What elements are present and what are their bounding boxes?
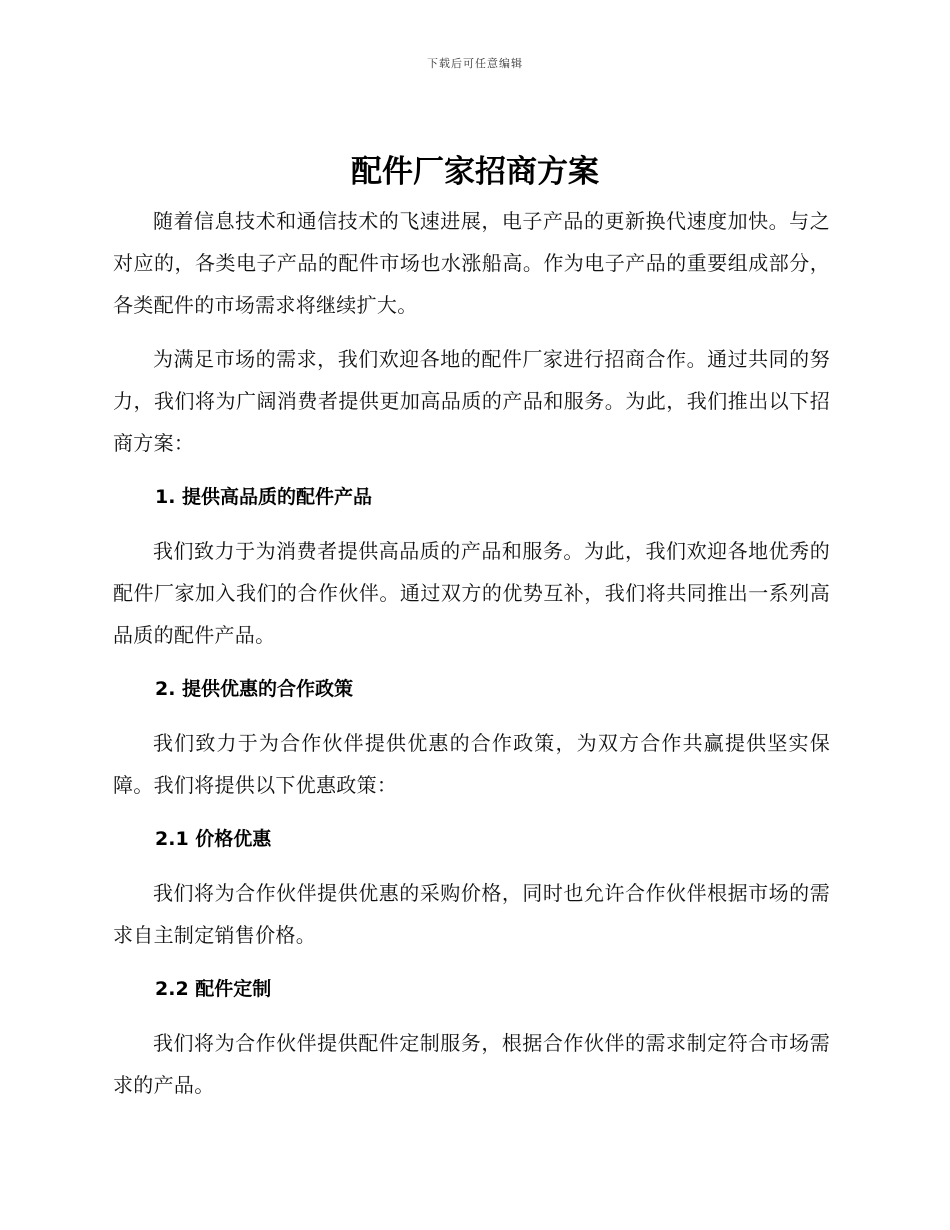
intro-paragraph-1: 随着信息技术和通信技术的飞速进展，电子产品的更新换代速度加快。与之对应的，各类电子产品的配件市场也水涨船高。作为电子产品的重要组成部分，各类配件的市场需求将继续扩大。	[113, 209, 830, 317]
document-body	[113, 200, 830, 1118]
section-2-2-heading: 2.2 配件定制	[155, 978, 272, 1000]
section-1-heading: 1. 提供高品质的配件产品	[155, 486, 373, 508]
section-2-2-paragraph: 我们将为合作伙伴提供配件定制服务，根据合作伙伴的需求制定符合市场需求的产品。	[113, 1031, 830, 1097]
section-2-paragraph: 我们致力于为合作伙伴提供优惠的合作政策，为双方合作共赢提供坚实保障。我们将提供以下优惠政策：	[113, 731, 830, 797]
section-2-1-paragraph: 我们将为合作伙伴提供优惠的采购价格，同时也允许合作伙伴根据市场的需求自主制定销售价格。	[113, 881, 830, 947]
document-title: 配件厂家招商方案	[351, 154, 599, 190]
intro-paragraph-2: 为满足市场的需求，我们欢迎各地的配件厂家进行招商合作。通过共同的努力，我们将为广阔消费者提供更加高品质的产品和服务。为此，我们推出以下招商方案：	[113, 347, 830, 455]
page-header-note: 下载后可任意编辑	[427, 57, 523, 70]
section-2-1-heading: 2.1 价格优惠	[155, 828, 272, 850]
section-2-heading: 2. 提供优惠的合作政策	[155, 678, 354, 700]
section-1-paragraph: 我们致力于为消费者提供高品质的产品和服务。为此，我们欢迎各地优秀的配件厂家加入我们的合作伙伴。通过双方的优势互补，我们将共同推出一系列高品质的配件产品。	[113, 539, 830, 647]
